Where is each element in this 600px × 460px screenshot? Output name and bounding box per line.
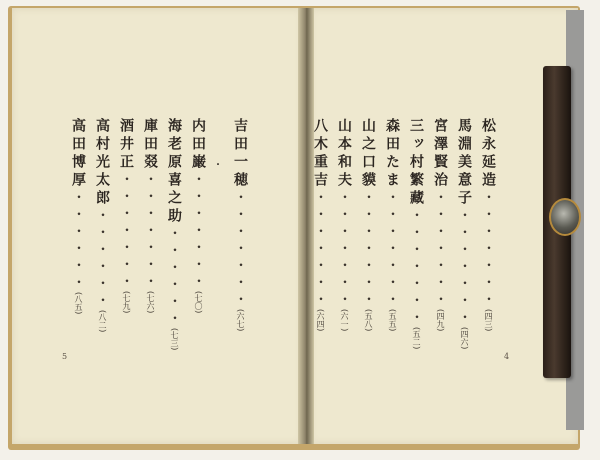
author-name: 八木重吉 xyxy=(312,118,328,190)
toc-entry xyxy=(92,118,112,332)
toc-entry xyxy=(116,118,136,313)
leader-dots: ・・・・・・・ xyxy=(360,190,376,309)
toc-entry xyxy=(334,118,354,331)
author-name: 馬淵美意子 xyxy=(456,118,472,208)
author-name: 酒井正 xyxy=(118,118,134,172)
page-folio: 4 xyxy=(504,352,510,361)
page-number: (六七) xyxy=(236,309,245,332)
author-name: 三ッ村繁藏 xyxy=(408,118,424,208)
page-number: (七三) xyxy=(170,328,179,351)
leader-dots: ・・・・・・・ xyxy=(456,208,472,327)
toc-entry xyxy=(188,118,208,313)
toc-entry xyxy=(310,118,330,331)
toc-entry xyxy=(406,118,426,349)
page-folio: 5 xyxy=(62,352,68,361)
page-number: (五五) xyxy=(388,309,397,332)
page-number: (五八) xyxy=(364,309,373,332)
author-name: 山之口貘 xyxy=(360,118,376,190)
author-name: 海老原喜之助 xyxy=(166,118,182,226)
page-number: (四六) xyxy=(460,327,469,350)
author-name: 宮澤賢治 xyxy=(432,118,448,190)
page-number: (八五) xyxy=(74,292,83,315)
leader-dots: ・・・・・・・ xyxy=(384,190,400,309)
toc-entry xyxy=(358,118,378,331)
toc-entry xyxy=(382,118,402,331)
author-name: 森田たま xyxy=(384,118,400,190)
page-number: (六一) xyxy=(340,309,349,332)
author-name: 吉田一穂 xyxy=(232,118,248,190)
page-number: (七六) xyxy=(146,291,155,314)
leader-dots: ・・・・・・・ xyxy=(336,190,352,309)
toc-entry xyxy=(230,118,250,331)
toc-entry xyxy=(140,118,160,313)
page-number: (六四) xyxy=(316,309,325,332)
leader-dots: ・・・・・・ xyxy=(70,190,86,292)
toc-entry xyxy=(68,118,88,314)
leader-dots: ・・・・・・・ xyxy=(232,190,248,309)
page-number: (七〇) xyxy=(194,291,203,314)
toc-entry xyxy=(454,118,474,349)
toc-entry xyxy=(478,118,498,331)
leader-dots: ・・・・・・・ xyxy=(118,172,134,291)
author-name: 山本和夫 xyxy=(336,118,352,190)
leader-dots: ・・・・・・・ xyxy=(480,190,496,309)
section-mark: ・ xyxy=(213,160,223,171)
toc-entry xyxy=(164,118,184,350)
page-number: (八二) xyxy=(98,310,107,333)
weight-knob xyxy=(549,198,581,236)
leader-dots: ・・・・・・・ xyxy=(190,172,206,291)
page-number: (四三) xyxy=(484,309,493,332)
author-name: 松永延造 xyxy=(480,118,496,190)
leader-dots: ・・・・・・・ xyxy=(408,208,424,327)
author-name: 高田博厚 xyxy=(70,118,86,190)
leader-dots: ・・・・・・・ xyxy=(432,190,448,309)
leader-dots: ・・・・・・ xyxy=(166,226,182,328)
page-number: (七九) xyxy=(122,291,131,314)
leader-dots: ・・・・・・・ xyxy=(312,190,328,309)
author-name: 内田巌 xyxy=(190,118,206,172)
leader-dots: ・・・・・・・ xyxy=(142,172,158,291)
leader-dots: ・・・・・・ xyxy=(94,208,110,310)
author-name: 庫田叕 xyxy=(142,118,158,172)
page-number: (五二) xyxy=(412,327,421,350)
page-number: (四九) xyxy=(436,309,445,332)
toc-entry xyxy=(430,118,450,331)
author-name: 高村光太郎 xyxy=(94,118,110,208)
